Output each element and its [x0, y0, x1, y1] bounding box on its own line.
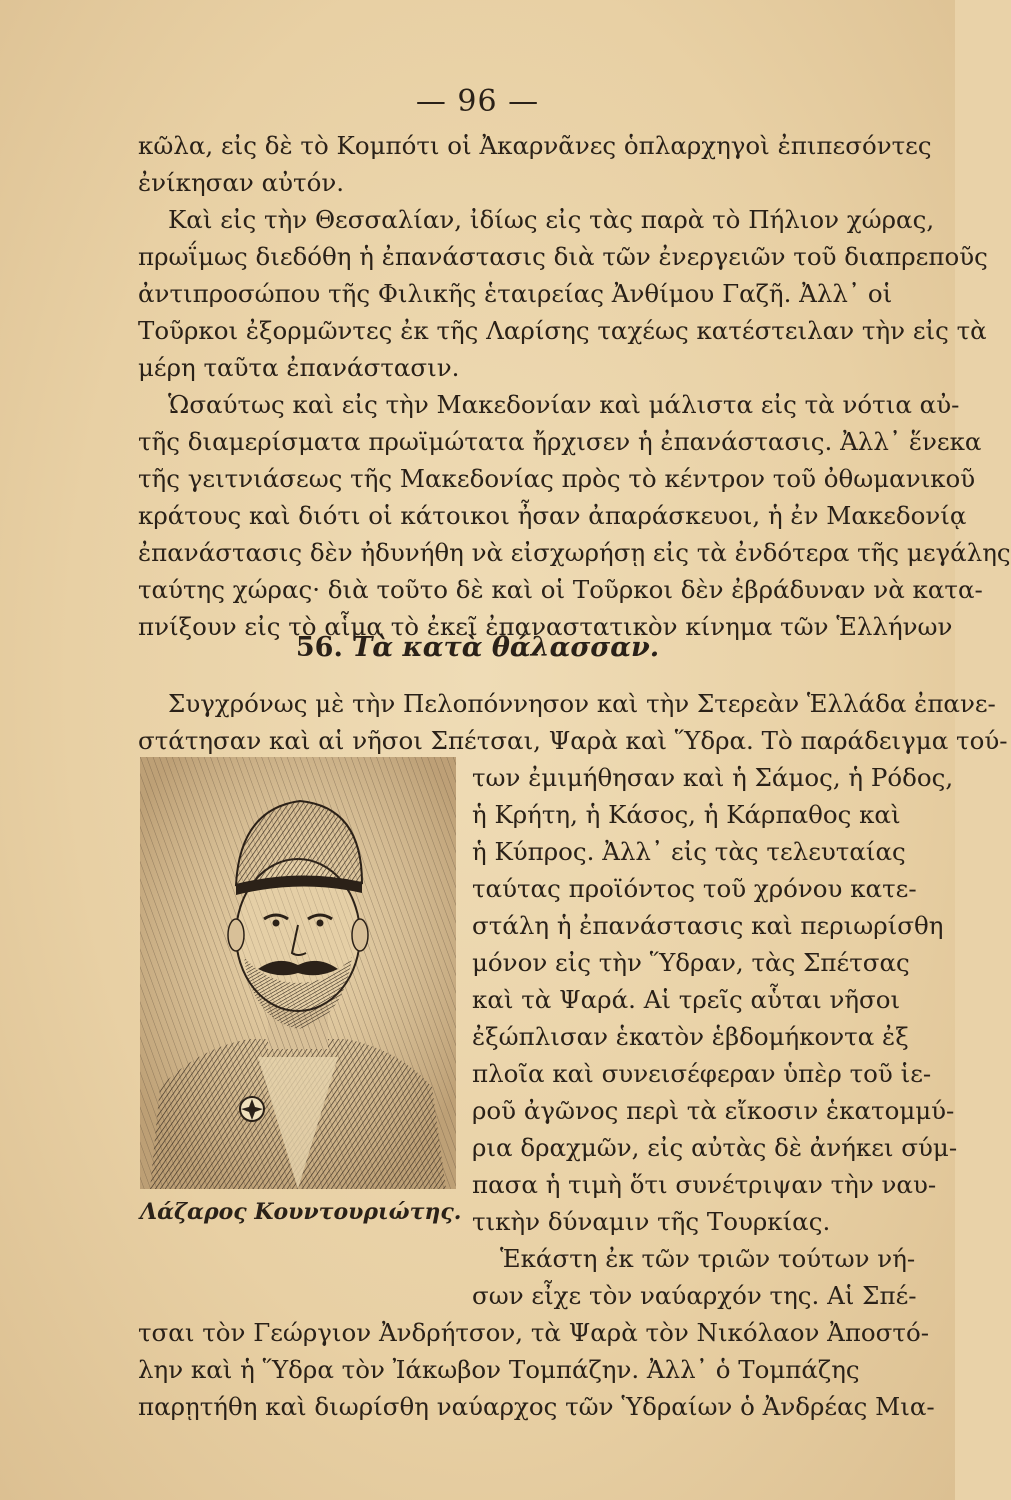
section-title: Τὰ κατὰ θάλασσαν. — [352, 632, 660, 663]
text-line: ἐπανάστασις δὲν ἠδυνήθη νὰ εἰσχωρήσῃ εἰς τὰ ἐνδότερα τῆς μεγάλης — [138, 538, 1011, 567]
text-line: στάτησαν καὶ αἱ νῆσοι Σπέτσαι, Ψαρὰ καὶ Ὕδρα. Τὸ παράδειγμα τού- — [138, 726, 1008, 755]
text-line: πλοῖα καὶ συνεισέφεραν ὑπὲρ τοῦ ἱε- — [472, 1059, 932, 1088]
text-line: Τοῦρκοι ἐξορμῶντες ἐκ τῆς Λαρίσης ταχέως κατέστειλαν τὴν εἰς τὰ — [138, 316, 987, 345]
portrait-engraving — [140, 757, 456, 1189]
text-line: λην καὶ ἡ Ὕδρα τὸν Ἰάκωβον Τομπάζην. Ἀλλ᾽ ὁ Τομπάζης — [138, 1355, 860, 1384]
text-line: πρωΐμως διεδόθη ἡ ἐπανάστασις διὰ τῶν ἐνεργειῶν τοῦ διαπρεποῦς — [138, 242, 988, 271]
text-line: ἐνίκησαν αὐτόν. — [138, 168, 345, 197]
section-heading — [0, 626, 955, 670]
text-line: τσαι τὸν Γεώργιον Ἀνδρήτσον, τὰ Ψαρὰ τὸν Νικόλαον Ἀποστό- — [138, 1318, 929, 1347]
text-line: ἡ Κρήτη, ἡ Κάσος, ἡ Κάρπαθος καὶ — [472, 800, 901, 829]
text-line: ταύτης χώρας· διὰ τοῦτο δὲ καὶ οἱ Τοῦρκοι δὲν ἐβράδυναν νὰ κατα- — [138, 575, 983, 604]
text-line: τικὴν δύναμιν τῆς Τουρκίας. — [472, 1207, 831, 1236]
text-line: ροῦ ἀγῶνος περὶ τὰ εἴκοσιν ἑκατομμύ- — [472, 1096, 955, 1125]
text-line: παρῃτήθη καὶ διωρίσθη ναύαρχος τῶν Ὑδραίων ὁ Ἀνδρέας Μια- — [138, 1392, 935, 1421]
text-line: Ἑκάστη ἐκ τῶν τριῶν τούτων νή- — [500, 1244, 916, 1273]
text-line: ἀντιπροσώπου τῆς Φιλικῆς ἑταιρείας Ἀνθίμου Γαζῆ. Ἀλλ᾽ οἱ — [138, 279, 893, 308]
text-line: κῶλα, εἰς δὲ τὸ Κομπότι οἱ Ἀκαρνᾶνες ὁπλαρχηγοὶ ἐπιπεσόντες — [138, 131, 932, 160]
text-line: ἡ Κύπρος. Ἀλλ᾽ εἰς τὰς τελευταίας — [472, 837, 906, 866]
text-line: ταύτας προϊόντος τοῦ χρόνου κατε- — [472, 874, 917, 903]
portrait-caption: Λάζαρος Κουντουριώτης. — [140, 1199, 462, 1225]
text-line: Ὡσαύτως καὶ εἰς τὴν Μακεδονίαν καὶ μάλιστα εἰς τὰ νότια αὐ- — [168, 390, 960, 419]
section-number: 56. — [295, 632, 343, 663]
text-line: ἐξώπλισαν ἑκατὸν ἑβδομήκοντα ἐξ — [472, 1022, 909, 1051]
text-line: μέρη ταῦτα ἐπανάστασιν. — [138, 353, 460, 382]
text-line: καὶ τὰ Ψαρά. Αἱ τρεῖς αὗται νῆσοι — [472, 985, 901, 1014]
text-line: σων εἶχε τὸν ναύαρχόν της. Αἱ Σπέ- — [472, 1281, 917, 1310]
text-line: Καὶ εἰς τὴν Θεσσαλίαν, ἰδίως εἰς τὰς παρὰ τὸ Πήλιον χώρας, — [168, 205, 935, 234]
text-line: Συγχρόνως μὲ τὴν Πελοπόννησον καὶ τὴν Στερεὰν Ἑλλάδα ἐπανε- — [168, 689, 996, 718]
text-line: τῆς διαμερίσματα πρωϊμώτατα ἤρχισεν ἡ ἐπανάστασις. Ἀλλ᾽ ἕνεκα — [138, 427, 982, 456]
text-line: τῆς γειτνιάσεως τῆς Μακεδονίας πρὸς τὸ κέντρον τοῦ ὀθωμανικοῦ — [138, 464, 976, 493]
text-line: πνίξουν εἰς τὸ αἷμα τὸ ἐκεῖ ἐπαναστατικὸν κίνημα τῶν Ἑλλήνων — [138, 612, 953, 641]
page-number: — 96 — — [415, 84, 540, 119]
text-line: στάλη ἡ ἐπανάστασις καὶ περιωρίσθη — [472, 911, 944, 940]
text-line: πασα ἡ τιμὴ ὅτι συνέτριψαν τὴν ναυ- — [472, 1170, 937, 1199]
text-line: των ἐμιμήθησαν καὶ ἡ Σάμος, ἡ Ρόδος, — [472, 763, 954, 792]
text-line: κράτους καὶ διότι οἱ κάτοικοι ἦσαν ἀπαράσκευοι, ἡ ἐν Μακεδονίᾳ — [138, 501, 967, 530]
text-line: ρια δραχμῶν, εἰς αὐτὰς δὲ ἀνήκει σύμ- — [472, 1133, 958, 1162]
text-line: μόνον εἰς τὴν Ὕδραν, τὰς Σπέτσας — [472, 948, 910, 977]
